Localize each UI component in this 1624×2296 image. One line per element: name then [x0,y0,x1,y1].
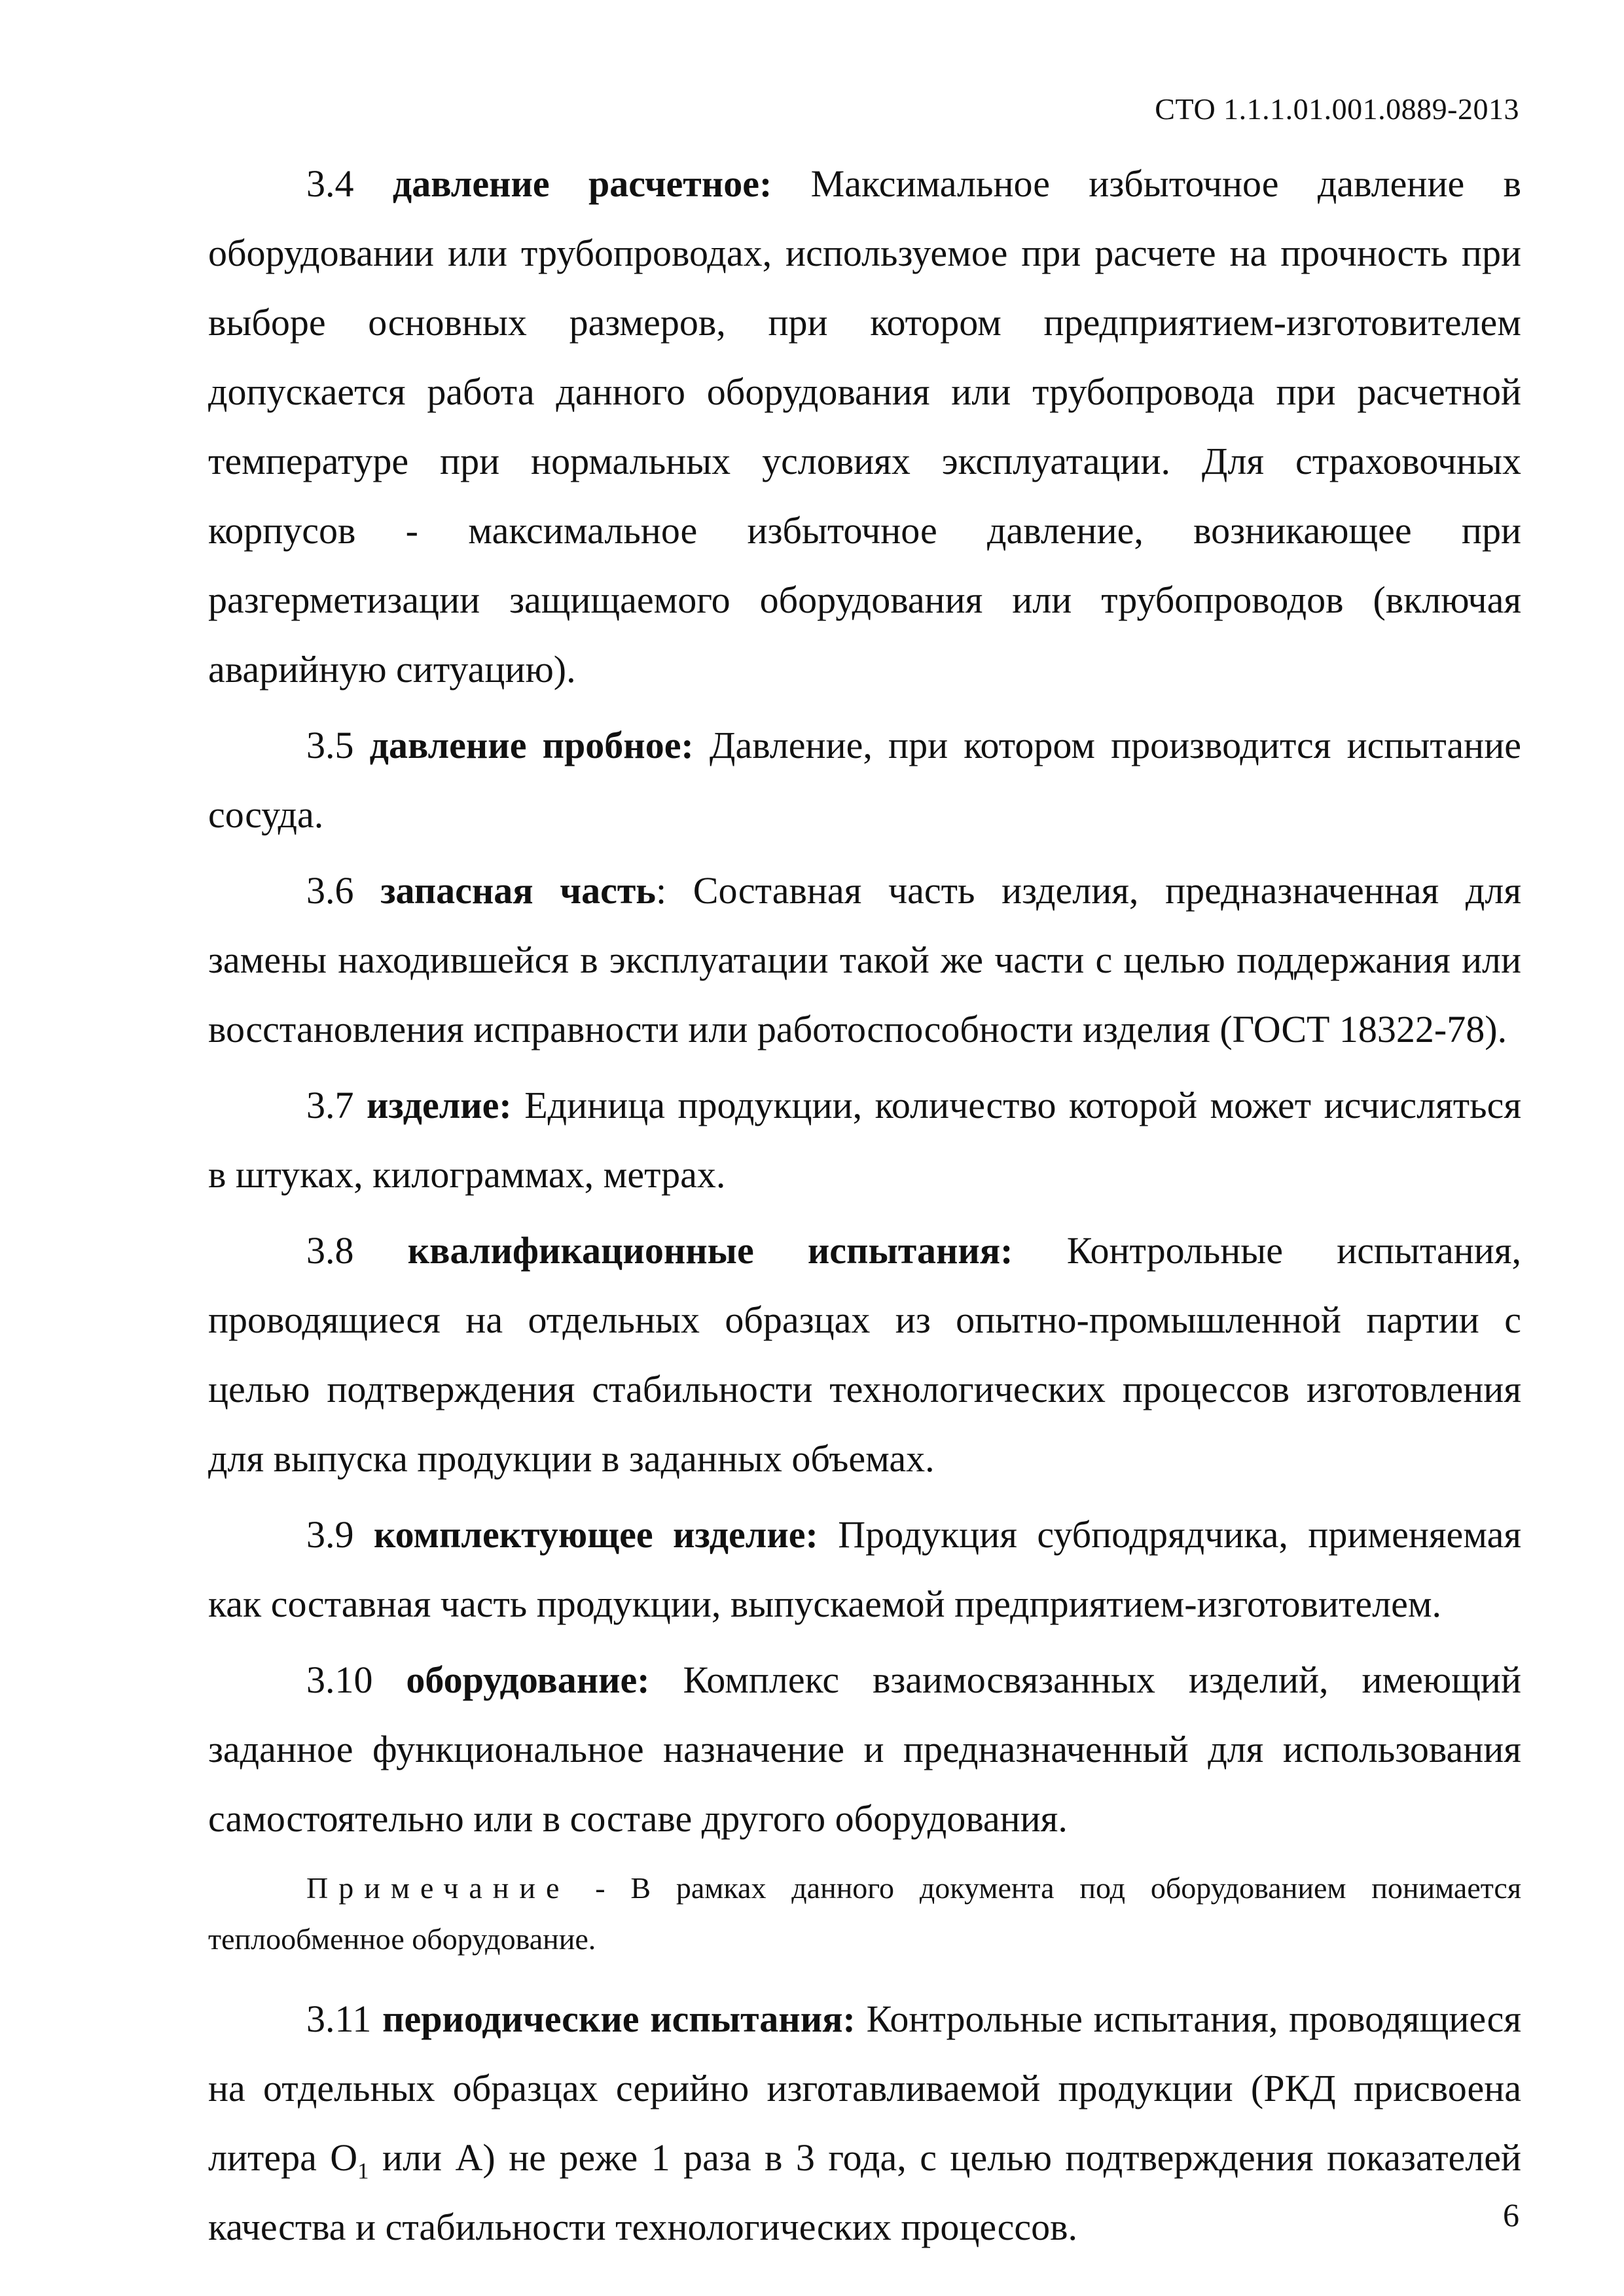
clause-number: 3.7 [306,1084,354,1126]
definition-text: Контрольные испытания, проводящиеся на отдельных образцах из опытно-промышленной партии с целью подтверждения стабильности технологических процессов изготовления для выпуска продукции в заданных объемах. [208,1229,1521,1480]
note-label: Примечание [306,1871,570,1905]
definition-text: Давление, при котором производится испытание сосуда. [208,724,1521,836]
clause-number: 3.5 [306,724,354,766]
definition-3-4 [208,149,1521,704]
definition-3-7 [208,1071,1521,1210]
term: комплектующее изделие: [373,1513,818,1556]
term: изделие: [366,1084,512,1126]
term: периодические испытания: [382,1998,856,2040]
definition-text: Продукция субподрядчика, применяемая как составная часть продукции, выпускаемой предприятием-изготовителем. [208,1513,1522,1625]
definition-text-continued: или А) не реже 1 раза в 3 года, с целью подтверждения показателей качества и стабильности технологических процессов. [208,2136,1522,2248]
term: давление расчетное: [392,162,772,205]
clause-number: 3.10 [306,1659,373,1701]
note [208,1863,1521,1965]
clause-number: 3.11 [306,1998,372,2040]
definition-text: Комплекс взаимосвязанных изделий, имеющий заданное функциональное назначение и предназначенный для использования самостоятельно или в составе другого оборудования. [208,1659,1521,1840]
document-body [208,149,1521,2262]
clause-number: 3.6 [306,869,354,912]
term: квалификационные испытания: [407,1229,1013,1272]
clause-number: 3.8 [306,1229,354,1272]
document-code: СТО 1.1.1.01.001.0889-2013 [1155,92,1519,126]
definition-3-10 [208,1645,1521,1854]
definition-3-6 [208,856,1521,1064]
clause-number: 3.4 [306,162,354,205]
clause-number: 3.9 [306,1513,354,1556]
definition-3-11 [208,1984,1521,2262]
definition-text: Максимальное избыточное давление в оборудовании или трубопроводах, используемое при расчете на прочность при выборе основных размеров, при котором предприятием-изготовителем допускается работа данного оборудования или трубопровода при расчетной температуре при нормальных условиях эксплуатации. Для страховочных корпусов - максимальное избыточное давление, возникающее при разгерметизации защищаемого оборудования или трубопроводов (включая аварийную ситуацию). [208,162,1521,691]
definition-text: Контрольные испытания, проводящиеся на отдельных образцах серийно изготавливаемой продукции (РКД присвоена литера О [208,1998,1521,2179]
term: оборудование: [406,1659,650,1701]
definition-3-9 [208,1500,1521,1639]
definition-3-5 [208,711,1521,850]
definition-text: Единица продукции, количество которой может исчисляться в штуках, килограммах, метрах. [208,1084,1522,1196]
subscript: 1 [357,2158,369,2184]
definition-3-8 [208,1216,1521,1494]
term: давление пробное: [369,724,694,766]
page-number: 6 [1503,2197,1519,2233]
note-text: - В рамках данного документа под оборудованием понимается теплообменное оборудование. [208,1871,1521,1956]
definition-text: : Составная часть изделия, предназначенная для замены находившейся в эксплуатации такой же части с целью поддержания или восстановления исправности или работоспособности изделия (ГОСТ 18322-78). [208,869,1522,1050]
term: запасная часть [380,869,656,912]
